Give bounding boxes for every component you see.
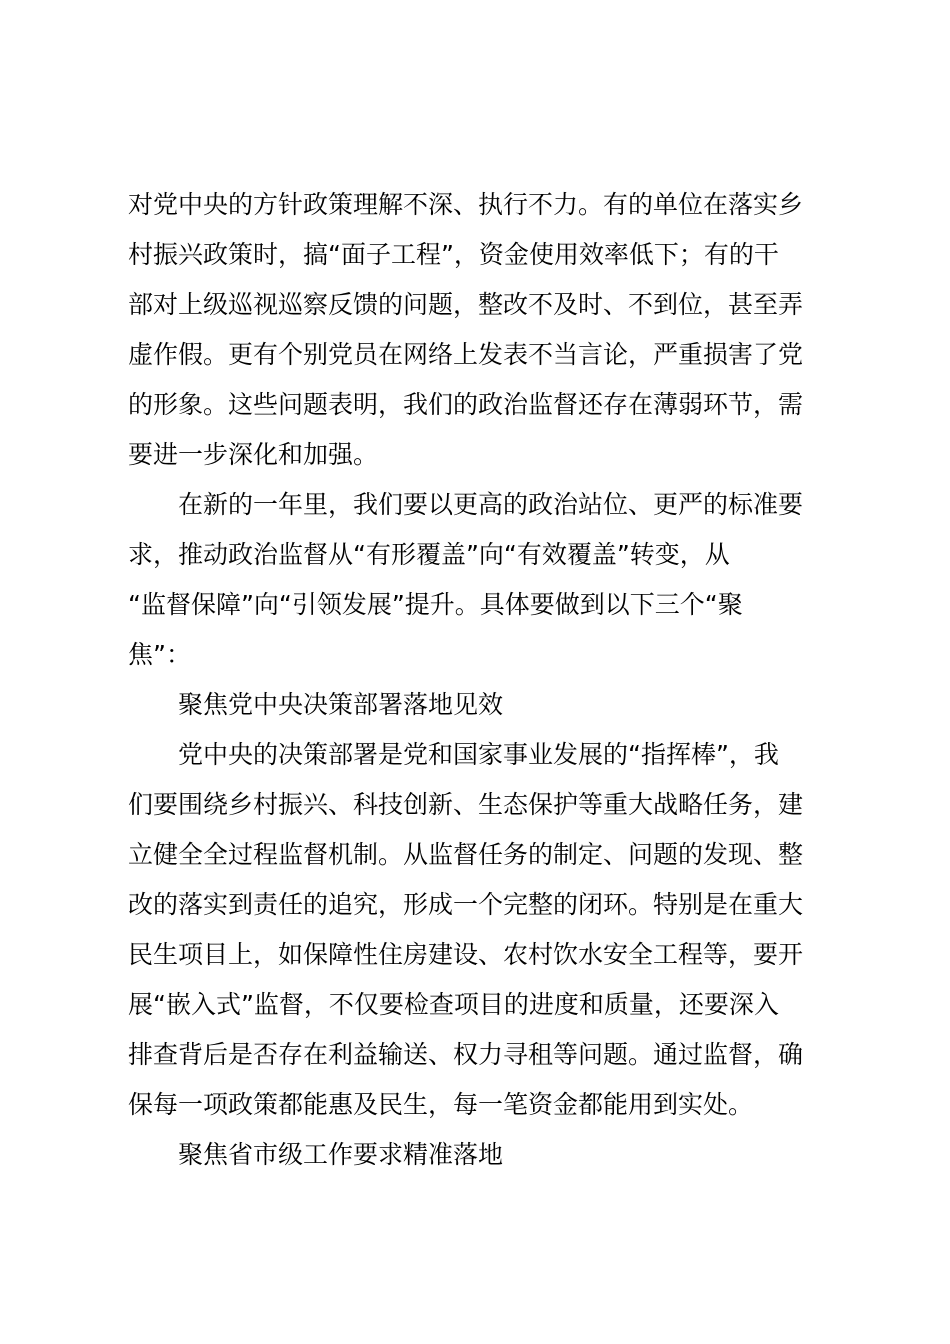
- paragraph-line: 要进一步深化和加强。: [128, 440, 379, 469]
- paragraph-line: 党中央的决策部署是党和国家事业发展的“指挥棒”，我: [128, 740, 779, 769]
- paragraph-line: “监督保障”向“引领发展”提升。具体要做到以下三个“聚: [128, 590, 743, 619]
- section-heading-2: 聚焦省市级工作要求精准落地: [178, 1140, 504, 1169]
- document-page: [128, 180, 832, 1180]
- paragraph-line: 的形象。这些问题表明，我们的政治监督还存在薄弱环节，需: [128, 390, 804, 419]
- paragraph-line: 对党中央的方针政策理解不深、执行不力。有的单位在落实乡: [128, 190, 804, 219]
- paragraph-line: 们要围绕乡村振兴、科技创新、生态保护等重大战略任务，建: [128, 790, 804, 819]
- paragraph-line: 焦”：: [128, 640, 191, 669]
- paragraph-2: [128, 480, 832, 680]
- paragraph-1: [128, 180, 832, 480]
- paragraph-line: 保每一项政策都能惠及民生，每一笔资金都能用到实处。: [128, 1090, 754, 1119]
- paragraph-line: 展“嵌入式”监督，不仅要检查项目的进度和质量，还要深入: [128, 990, 779, 1019]
- paragraph-line: 改的落实到责任的追究，形成一个完整的闭环。特别是在重大: [128, 890, 804, 919]
- paragraph-line: 排查背后是否存在利益输送、权力寻租等问题。通过监督，确: [128, 1040, 804, 1069]
- paragraph-line: 部对上级巡视巡察反馈的问题，整改不及时、不到位，甚至弄: [128, 290, 804, 319]
- paragraph-line: 在新的一年里，我们要以更高的政治站位、更严的标准要: [128, 490, 804, 519]
- paragraph-3: [128, 730, 832, 1130]
- paragraph-line: 虚作假。更有个别党员在网络上发表不当言论，严重损害了党: [128, 340, 804, 369]
- paragraph-line: 民生项目上，如保障性住房建设、农村饮水安全工程等，要开: [128, 940, 804, 969]
- paragraph-line: 村振兴政策时，搞“面子工程”，资金使用效率低下；有的干: [128, 240, 779, 269]
- paragraph-line: 求，推动政治监督从“有形覆盖”向“有效覆盖”转变，从: [128, 540, 730, 569]
- section-heading-1: 聚焦党中央决策部署落地见效: [178, 690, 504, 719]
- paragraph-line: 立健全全过程监督机制。从监督任务的制定、问题的发现、整: [128, 840, 804, 869]
